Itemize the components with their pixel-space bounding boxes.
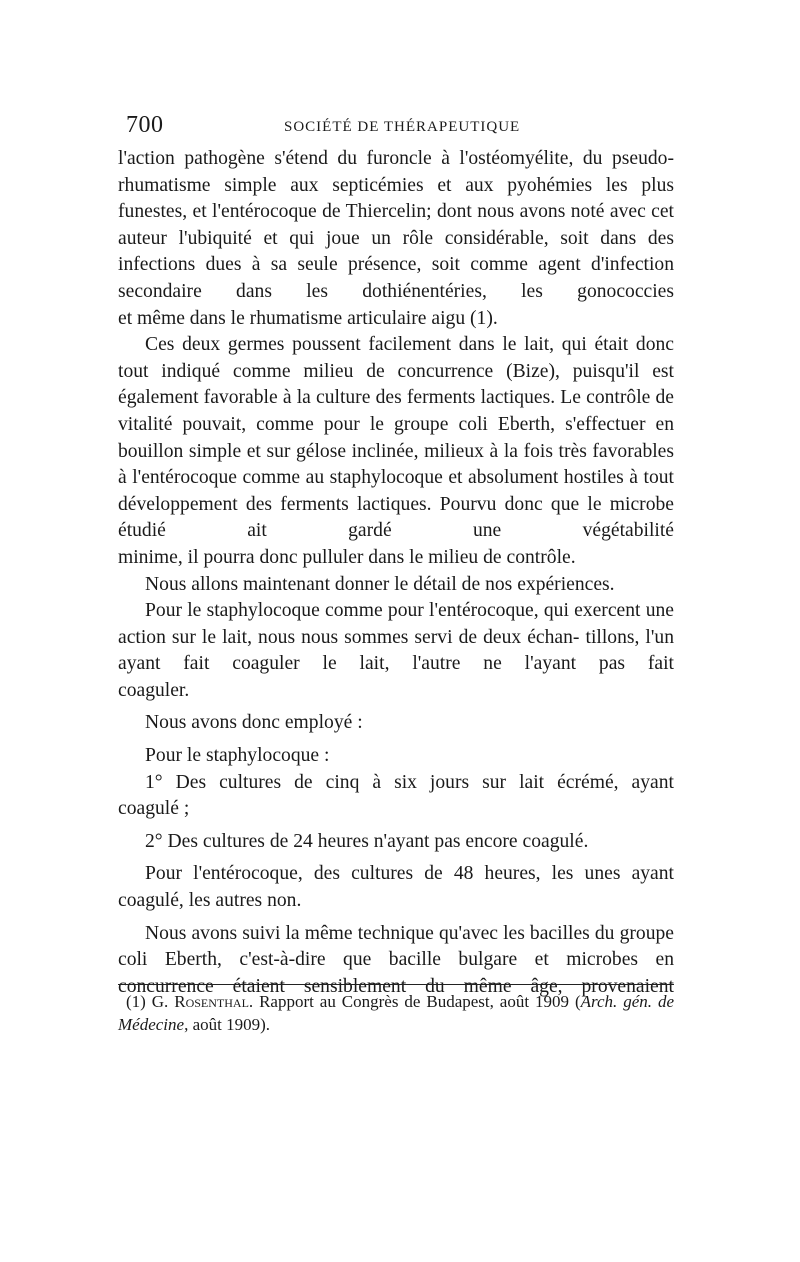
- paragraph-last-line: [118, 796, 674, 823]
- footnote-rule: [118, 984, 674, 985]
- paragraph: [118, 598, 674, 678]
- text-line: Nous avons suivi la même technique qu'avec les bacilles du: [145, 922, 615, 944]
- paragraph: [118, 332, 674, 545]
- footnote-author: Rosenthal.: [174, 992, 254, 1011]
- text-line: minime, il pourra donc pulluler dans le milieu de contrôle.: [118, 546, 576, 568]
- list-item: [118, 770, 674, 797]
- text-line: rhumatisme simple aux septicémies et aux pyohémies les plus: [118, 174, 674, 196]
- footnote: [118, 990, 674, 1036]
- text-line: coagulé ;: [118, 798, 190, 820]
- text-line: Pour le staphylocoque :: [145, 745, 330, 767]
- text-line: Nous avons donc employé :: [145, 712, 363, 734]
- text-line: tillons, l'un ayant fait coaguler le lait, l'autre ne l'ayant pas fait: [118, 626, 675, 675]
- text-line: Pour le staphylocoque comme pour l'entérocoque, qui exercent: [145, 600, 641, 622]
- text-line: et même dans le rhumatisme articulaire aigu (1).: [118, 307, 498, 329]
- text-line: l'action pathogène s'étend du furoncle à l'ostéomyélite, du pseudo-: [118, 148, 674, 169]
- text-line: absolument hostiles à tout développement des ferments lactiques.: [118, 467, 674, 515]
- paragraph-last-line: [118, 888, 674, 915]
- list-item: [118, 829, 674, 856]
- page-header: [126, 112, 676, 142]
- text-line: s'effectuer en bouillon simple et sur gélose inclinée, milieux à la: [118, 413, 675, 462]
- footnote-text-part: , août 1909).: [184, 1015, 271, 1034]
- text-line: 2° Des cultures de 24 heures n'ayant pas encore coagulé.: [145, 830, 589, 852]
- text-line: funestes, et l'entérocoque de Thiercelin; dont nous avons noté: [118, 201, 605, 223]
- paragraph: [118, 743, 674, 770]
- text-line: en concurrence étaient sensiblement du même âge, provenaient: [118, 949, 674, 997]
- text-line: dans des infections dues à sa seule présence, soit comme agent: [118, 227, 674, 276]
- text-line: coaguler.: [118, 679, 190, 701]
- footnote-journal: Arch. gén. de Médecine: [118, 992, 675, 1034]
- text-line: d'infection secondaire dans les dothiénentéries, les gonococcies: [118, 254, 674, 302]
- paragraph: [118, 572, 674, 599]
- footnote-text-part: Rapport au Congrès de Budapest, août 1909 (: [253, 992, 581, 1011]
- text-line: 1° Des cultures de cinq à six jours sur lait écrémé, ayant: [145, 771, 674, 793]
- text-line: contrôle de vitalité pouvait, comme pour le groupe coli Eberth,: [118, 387, 675, 435]
- footnote-marker: (1) G.: [126, 992, 169, 1011]
- text-line: une action sur le lait, nous nous sommes servi de deux échan-: [118, 600, 674, 648]
- text-line: fois très favorables à l'entérocoque comme au staphylocoque et: [118, 440, 675, 489]
- body-text: [118, 146, 674, 1000]
- page-number: 700: [126, 112, 164, 138]
- text-line: coagulé, les autres non.: [118, 890, 302, 912]
- text-line: Ces deux germes poussent facilement dans le lait, qui était: [145, 334, 629, 356]
- text-line: Nous allons maintenant donner le détail de nos expériences.: [145, 573, 615, 595]
- paragraph: [118, 861, 674, 888]
- paragraph: [118, 921, 674, 1001]
- paragraph-last-line: [118, 306, 674, 333]
- paragraph: [118, 710, 674, 737]
- paragraph: [118, 146, 674, 306]
- text-line: groupe coli Eberth, c'est-à-dire que bacille bulgare et microbes: [118, 922, 674, 971]
- paragraph-last-line: [118, 545, 674, 572]
- paragraph-last-line: [118, 678, 674, 705]
- running-head: SOCIÉTÉ DE THÉRAPEUTIQUE: [284, 119, 521, 135]
- text-line: avec cet auteur l'ubiquité et qui joue un rôle considérable, soit: [118, 201, 674, 249]
- text-line: donc tout indiqué comme milieu de concurrence (Bize), puisqu'il: [118, 334, 674, 382]
- text-line: Pourvu donc que le microbe étudié ait gardé une végétabilité: [118, 493, 674, 542]
- footnote-text: [118, 990, 674, 1036]
- text-line: Pour l'entérocoque, des cultures de 48 heures, les unes ayant: [145, 863, 674, 885]
- text-line: est également favorable à la culture des ferments lactiques. Le: [118, 360, 674, 409]
